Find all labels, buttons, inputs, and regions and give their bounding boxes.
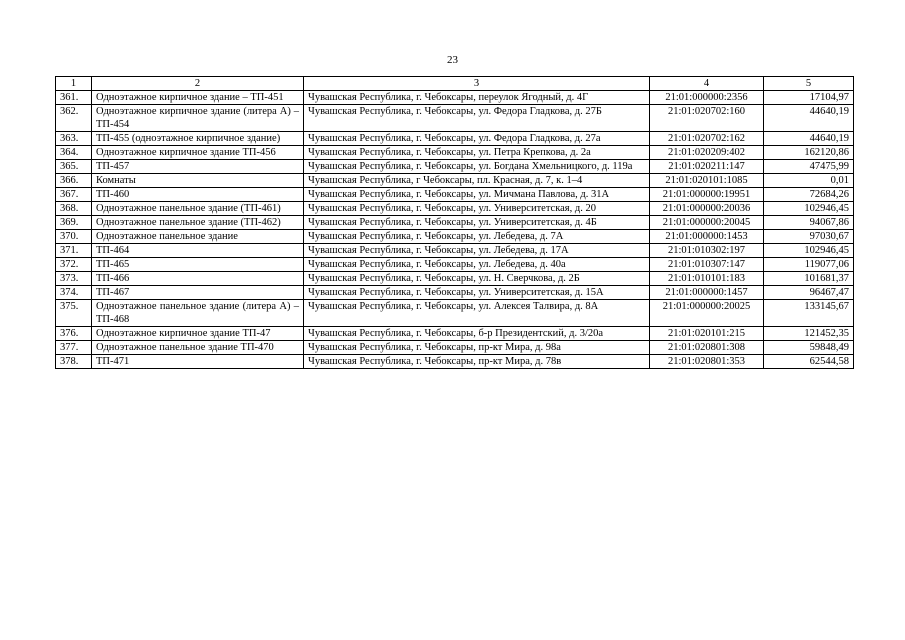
- object-name: ТП-464: [92, 244, 304, 258]
- object-name: Одноэтажное панельное здание (ТП-461): [92, 202, 304, 216]
- row-number: 369.: [56, 216, 92, 230]
- row-number: 373.: [56, 272, 92, 286]
- header-row: [56, 77, 854, 91]
- object-value: 44640,19: [764, 105, 854, 132]
- table-row: [56, 132, 854, 146]
- object-value: 44640,19: [764, 132, 854, 146]
- object-value: 97030,67: [764, 230, 854, 244]
- table-row: [56, 272, 854, 286]
- object-value: 62544,58: [764, 355, 854, 369]
- cadastral-number: 21:01:000000:2356: [650, 91, 764, 105]
- column-header-index: 1: [56, 77, 92, 91]
- object-value: 0,01: [764, 174, 854, 188]
- cadastral-number: 21:01:020801:308: [650, 341, 764, 355]
- row-number: 371.: [56, 244, 92, 258]
- cadastral-number: 21:01:020209:402: [650, 146, 764, 160]
- object-name: Комнаты: [92, 174, 304, 188]
- cadastral-number: 21:01:000000:20045: [650, 216, 764, 230]
- table-row: [56, 202, 854, 216]
- table-body: [56, 91, 854, 369]
- row-number: 363.: [56, 132, 92, 146]
- object-name: Одноэтажное панельное здание ТП-470: [92, 341, 304, 355]
- table-row: [56, 216, 854, 230]
- object-address: Чувашская Республика, г. Чебоксары, переулок Ягодный, д. 4Г: [304, 91, 650, 105]
- object-address: Чувашская Республика, г. Чебоксары, пр-кт Мира, д. 98а: [304, 341, 650, 355]
- object-value: 59848,49: [764, 341, 854, 355]
- object-value: 119077,06: [764, 258, 854, 272]
- row-number: 367.: [56, 188, 92, 202]
- cadastral-number: 21:01:020801:353: [650, 355, 764, 369]
- row-number: 374.: [56, 286, 92, 300]
- object-value: 72684,26: [764, 188, 854, 202]
- object-name: Одноэтажное панельное здание (ТП-462): [92, 216, 304, 230]
- object-value: 102946,45: [764, 244, 854, 258]
- object-address: Чувашская Республика, г. Чебоксары, ул. Лебедева, д. 17А: [304, 244, 650, 258]
- object-name: ТП-457: [92, 160, 304, 174]
- column-header-address: 3: [304, 77, 650, 91]
- object-name: Одноэтажное панельное здание (литера А) – ТП-468: [92, 300, 304, 327]
- table-row: [56, 160, 854, 174]
- object-address: Чувашская Республика, г. Чебоксары, ул. Лебедева, д. 7А: [304, 230, 650, 244]
- table-row: [56, 188, 854, 202]
- column-header-value: 5: [764, 77, 854, 91]
- cadastral-number: 21:01:000000:20036: [650, 202, 764, 216]
- object-name: ТП-467: [92, 286, 304, 300]
- cadastral-number: 21:01:000000:1457: [650, 286, 764, 300]
- object-address: Чувашская Республика, г. Чебоксары, ул. Федора Гладкова, д. 27Б: [304, 105, 650, 132]
- table-row: [56, 300, 854, 327]
- row-number: 378.: [56, 355, 92, 369]
- page-number: 23: [447, 54, 458, 66]
- object-value: 121452,35: [764, 327, 854, 341]
- object-value: 102946,45: [764, 202, 854, 216]
- object-address: Чувашская Республика, г. Чебоксары, пр-кт Мира, д. 78в: [304, 355, 650, 369]
- object-address: Чувашская Республика, г. Чебоксары, ул. Алексея Талвира, д. 8А: [304, 300, 650, 327]
- table-row: [56, 286, 854, 300]
- object-address: Чувашская Республика, г. Чебоксары, ул. Н. Сверчкова, д. 2Б: [304, 272, 650, 286]
- column-header-cadastral: 4: [650, 77, 764, 91]
- object-value: 133145,67: [764, 300, 854, 327]
- object-name: ТП-465: [92, 258, 304, 272]
- row-number: 370.: [56, 230, 92, 244]
- object-address: Чувашская Республика, г. Чебоксары, ул. Мичмана Павлова, д. 31А: [304, 188, 650, 202]
- object-address: Чувашская Республика, г Чебоксары, пл. Красная, д. 7, к. 1–4: [304, 174, 650, 188]
- object-name: Одноэтажное кирпичное здание ТП-47: [92, 327, 304, 341]
- row-number: 366.: [56, 174, 92, 188]
- object-value: 96467,47: [764, 286, 854, 300]
- cadastral-number: 21:01:000000:1453: [650, 230, 764, 244]
- table-row: [56, 105, 854, 132]
- cadastral-number: 21:01:020101:215: [650, 327, 764, 341]
- table-row: [56, 258, 854, 272]
- table-row: [56, 341, 854, 355]
- cadastral-number: 21:01:020211:147: [650, 160, 764, 174]
- object-value: 94067,86: [764, 216, 854, 230]
- object-name: ТП-460: [92, 188, 304, 202]
- object-address: Чувашская Республика, г. Чебоксары, ул. Богдана Хмельницкого, д. 119а: [304, 160, 650, 174]
- object-name: Одноэтажное кирпичное здание (литера А) – ТП-454: [92, 105, 304, 132]
- row-number: 365.: [56, 160, 92, 174]
- object-value: 47475,99: [764, 160, 854, 174]
- table-row: [56, 327, 854, 341]
- object-value: 101681,37: [764, 272, 854, 286]
- cadastral-number: 21:01:010302:197: [650, 244, 764, 258]
- row-number: 376.: [56, 327, 92, 341]
- column-header-name: 2: [92, 77, 304, 91]
- object-address: Чувашская Республика, г. Чебоксары, ул. Университетская, д. 4Б: [304, 216, 650, 230]
- cadastral-number: 21:01:020702:160: [650, 105, 764, 132]
- row-number: 361.: [56, 91, 92, 105]
- row-number: 364.: [56, 146, 92, 160]
- object-address: Чувашская Республика, г. Чебоксары, ул. Федора Гладкова, д. 27а: [304, 132, 650, 146]
- object-name: ТП-471: [92, 355, 304, 369]
- object-name: ТП-455 (одноэтажное кирпичное здание): [92, 132, 304, 146]
- object-name: Одноэтажное панельное здание: [92, 230, 304, 244]
- table-row: [56, 230, 854, 244]
- row-number: 375.: [56, 300, 92, 327]
- object-name: Одноэтажное кирпичное здание – ТП-451: [92, 91, 304, 105]
- property-registry-table: [55, 76, 854, 369]
- object-address: Чувашская Республика, г. Чебоксары, ул. Лебедева, д. 40а: [304, 258, 650, 272]
- cadastral-number: 21:01:010307:147: [650, 258, 764, 272]
- object-address: Чувашская Республика, г. Чебоксары, б-р Президентский, д. 3/20а: [304, 327, 650, 341]
- table-row: [56, 91, 854, 105]
- table-row: [56, 174, 854, 188]
- row-number: 362.: [56, 105, 92, 132]
- object-name: ТП-466: [92, 272, 304, 286]
- cadastral-number: 21:01:020702:162: [650, 132, 764, 146]
- object-name: Одноэтажное кирпичное здание ТП-456: [92, 146, 304, 160]
- object-value: 162120,86: [764, 146, 854, 160]
- table-row: [56, 244, 854, 258]
- row-number: 368.: [56, 202, 92, 216]
- cadastral-number: 21:01:020101:1085: [650, 174, 764, 188]
- row-number: 377.: [56, 341, 92, 355]
- object-address: Чувашская Республика, г. Чебоксары, ул. Университетская, д. 20: [304, 202, 650, 216]
- cadastral-number: 21:01:000000:19951: [650, 188, 764, 202]
- table-row: [56, 355, 854, 369]
- object-address: Чувашская Республика, г. Чебоксары, ул. Петра Крепкова, д. 2а: [304, 146, 650, 160]
- cadastral-number: 21:01:000000:20025: [650, 300, 764, 327]
- object-address: Чувашская Республика, г. Чебоксары, ул. Университетская, д. 15А: [304, 286, 650, 300]
- table-row: [56, 146, 854, 160]
- table-header: [56, 77, 854, 91]
- row-number: 372.: [56, 258, 92, 272]
- object-value: 17104,97: [764, 91, 854, 105]
- cadastral-number: 21:01:010101:183: [650, 272, 764, 286]
